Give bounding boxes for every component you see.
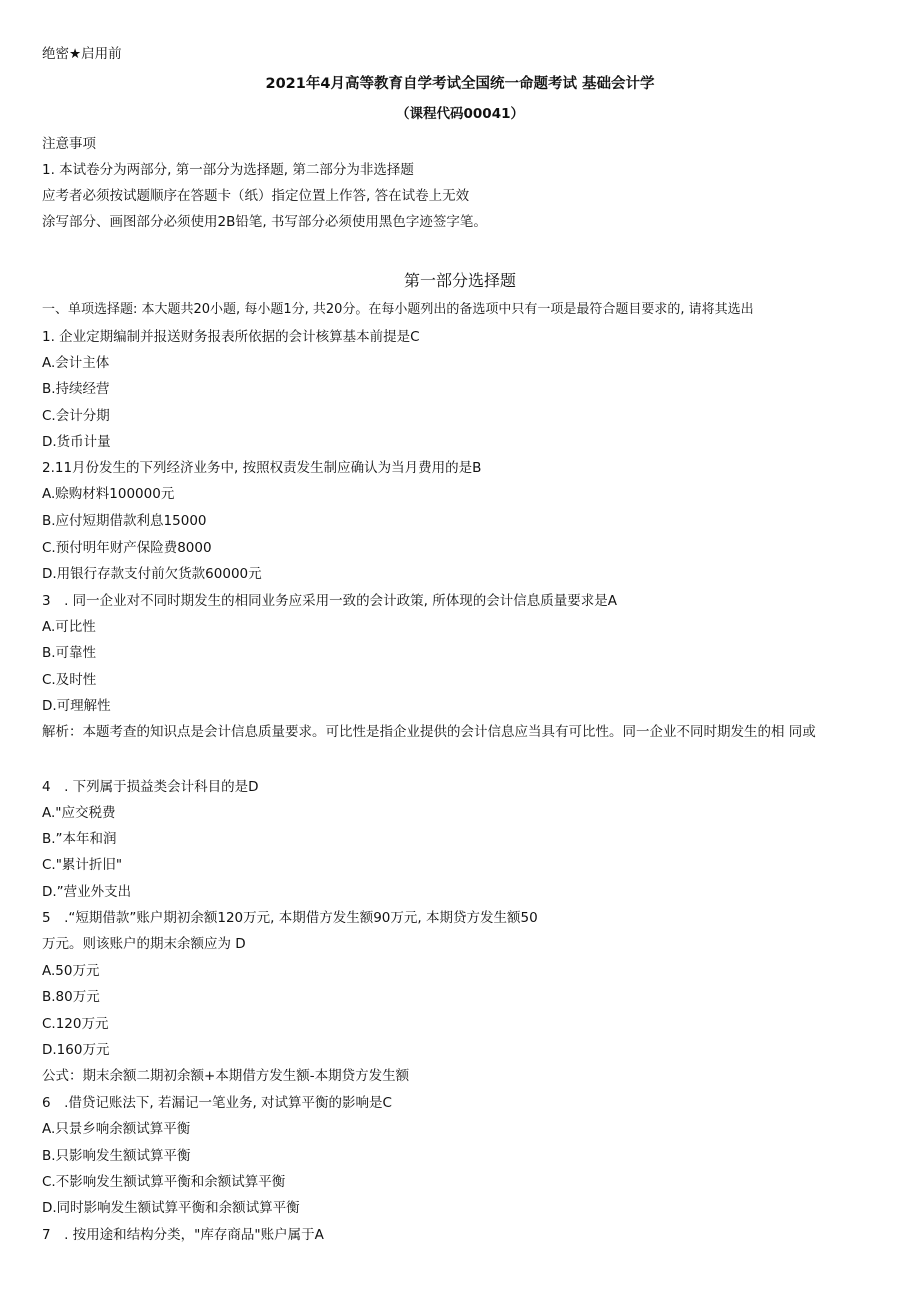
section-instruction: 一、单项选择题: 本大题共20小题, 每小题1分, 共20分。在每小题列出的备选项中只有一项是最符合题目要求的, 请将其选出 (42, 302, 754, 317)
notice-line: 应考者必须按试题顺序在答题卡（纸）指定位置上作答, 答在试卷上无效 (42, 188, 470, 204)
option: D.同时影响发生额试算平衡和余额试算平衡 (42, 1200, 300, 1216)
option: D.160万元 (42, 1042, 110, 1058)
option: C."累计折旧" (42, 857, 123, 873)
question-stem: 3 . 同一企业对不同时期发生的相同业务应采用一致的会计政策, 所体现的会计信息质量要求是A (42, 593, 617, 609)
option: A."应交税费 (42, 805, 116, 821)
question-stem: 6 .借贷记账法下, 若漏记一笔业务, 对试算平衡的影响是C (42, 1095, 392, 1111)
question-stem: 5 .“短期借款”账户期初余额120万元, 本期借方发生额90万元, 本期贷方发生额50 (42, 910, 538, 926)
formula-text: 公式：期末余额二期初余额+本期借方发生额-本期贷方发生额 (42, 1068, 410, 1084)
analysis-text: 解析：本题考查的知识点是会计信息质量要求。可比性是指企业提供的会计信息应当具有可比性。同一企业不同时期发生的相 同或 (42, 724, 816, 740)
option: A.可比性 (42, 619, 96, 635)
section-title: 第一部分选择题 (403, 271, 516, 290)
option: B.80万元 (42, 989, 100, 1005)
option: A.会计主体 (42, 355, 110, 371)
option: B.”本年和润 (42, 831, 117, 847)
course-code: （课程代码00041） (396, 106, 524, 122)
option: B.应付短期借款利息15000 (42, 513, 207, 529)
option: B.只影响发生额试算平衡 (42, 1148, 191, 1164)
option: D.用银行存款支付前欠货款60000元 (42, 566, 262, 582)
option: D.货币计量 (42, 434, 111, 450)
page-title: 2021年4月高等教育自学考试全国统一命题考试 基础会计学 (265, 76, 655, 92)
question-stem: 2.11月份发生的下列经济业务中, 按照权责发生制应确认为当月费用的是B (42, 460, 482, 476)
secret-label: 绝密★启用前 (42, 46, 122, 62)
notice-heading: 注意事项 (42, 136, 96, 152)
option: C.120万元 (42, 1016, 109, 1032)
option: A.只景乡响余额试算平衡 (42, 1121, 191, 1137)
question-stem-continued: 万元。则该账户的期末余额应为 D (42, 936, 246, 952)
notice-line: 1. 本试卷分为两部分, 第一部分为选择题, 第二部分为非选择题 (42, 162, 414, 178)
option: A.50万元 (42, 963, 100, 979)
question-stem: 1. 企业定期编制并报送财务报表所依据的会计核算基本前提是C (42, 329, 420, 345)
option: D.可理解性 (42, 698, 111, 714)
notice-line: 涂写部分、画图部分必须使用2B铅笔, 书写部分必须使用黑色字迹签字笔。 (42, 214, 487, 230)
option: D.”营业外支出 (42, 884, 132, 900)
question-stem: 7 . 按用途和结构分类，"库存商品"账户属于A (42, 1227, 324, 1243)
option: C.会计分期 (42, 408, 110, 424)
option: C.预付明年财产保险费8000 (42, 540, 212, 556)
option: B.持续经营 (42, 381, 110, 397)
question-stem: 4 . 下列属于损益类会计科目的是D (42, 779, 259, 795)
option: A.赊购材料100000元 (42, 486, 175, 502)
option: B.可靠性 (42, 645, 97, 661)
option: C.不影响发生额试算平衡和余额试算平衡 (42, 1174, 286, 1190)
option: C.及时性 (42, 672, 97, 688)
